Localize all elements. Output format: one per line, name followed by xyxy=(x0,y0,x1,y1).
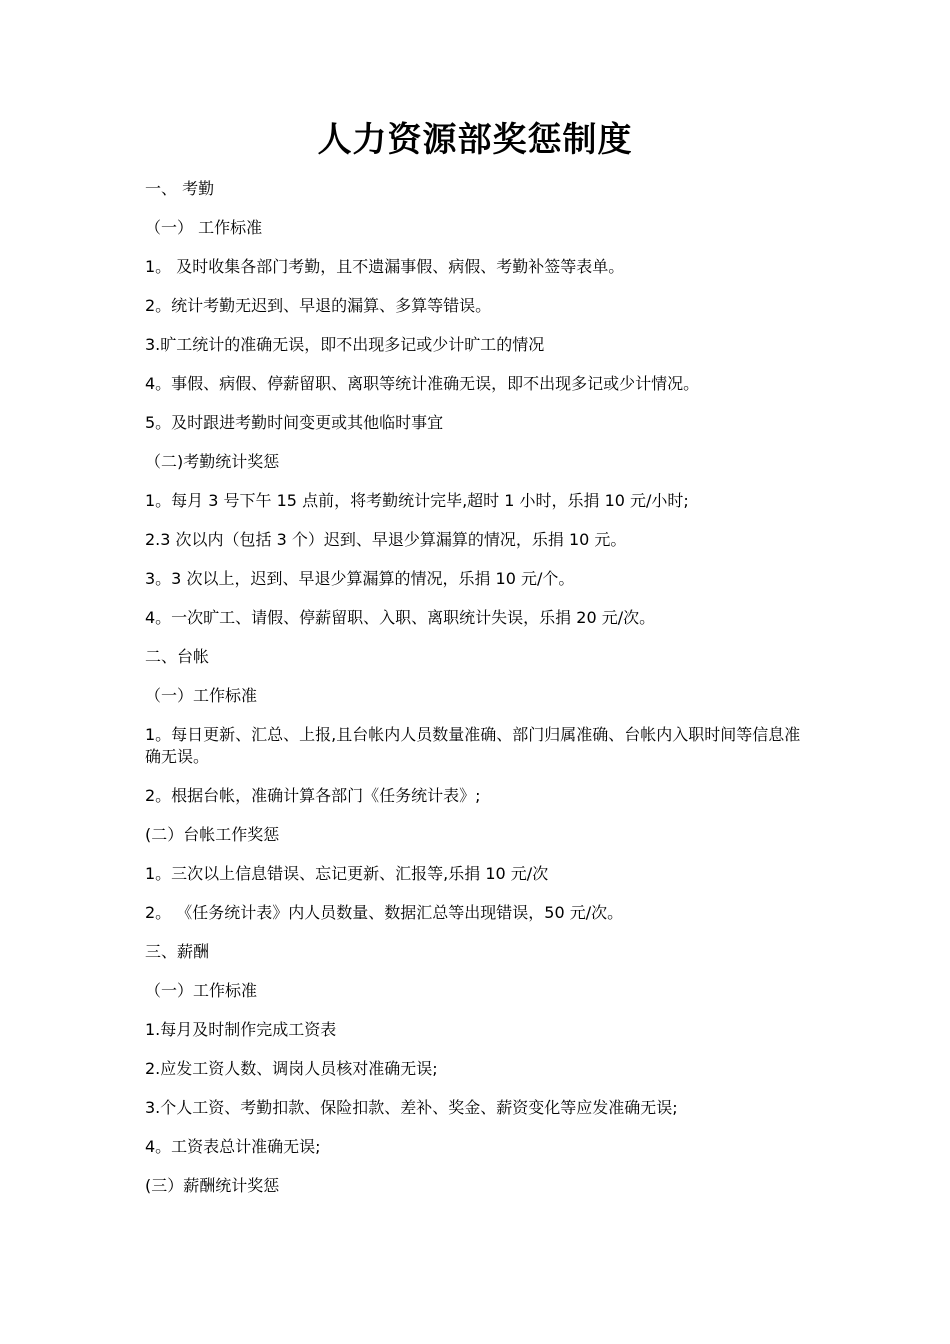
paragraph: 3。3 次以上，迟到、早退少算漏算的情况，乐捐 10 元/个。 xyxy=(145,569,575,588)
paragraph: 4。事假、病假、停薪留职、离职等统计准确无误，即不出现多记或少计情况。 xyxy=(145,374,700,393)
paragraph: 5。及时跟进考勤时间变更或其他临时事宜 xyxy=(145,413,444,432)
paragraph: 1。每日更新、汇总、上报,且台帐内人员数量准确、部门归属准确、台帐内入职时间等信息准确无误。 xyxy=(145,725,801,766)
paragraph: 4。一次旷工、请假、停薪留职、入职、离职统计失误，乐捐 20 元/次。 xyxy=(145,608,656,627)
paragraph: 2。根据台帐，准确计算各部门《任务统计表》; xyxy=(145,786,481,805)
subsection-heading: （一）工作标准 xyxy=(145,686,258,705)
paragraph: 2.3 次以内（包括 3 个）迟到、早退少算漏算的情况，乐捐 10 元。 xyxy=(145,530,627,549)
paragraph: 1.每月及时制作完成工资表 xyxy=(145,1020,337,1039)
subsection-heading: （一） 工作标准 xyxy=(145,218,263,237)
paragraph: 3.旷工统计的准确无误，即不出现多记或少计旷工的情况 xyxy=(145,335,545,354)
paragraph: 2。 《任务统计表》内人员数量、数据汇总等出现错误，50 元/次。 xyxy=(145,903,624,922)
paragraph: 1。三次以上信息错误、忘记更新、汇报等,乐捐 10 元/次 xyxy=(145,864,549,883)
paragraph: 4。工资表总计准确无误; xyxy=(145,1137,321,1156)
paragraph: 1。每月 3 号下午 15 点前，将考勤统计完毕,超时 1 小时，乐捐 10 元/小时; xyxy=(145,491,689,510)
paragraph: 3.个人工资、考勤扣款、保险扣款、差补、奖金、薪资变化等应发准确无误; xyxy=(145,1098,678,1117)
document-title: 人力资源部奖惩制度 xyxy=(317,120,633,160)
paragraph: 2.应发工资人数、调岗人员核对准确无误; xyxy=(145,1059,438,1078)
subsection-heading: (三）薪酬统计奖惩 xyxy=(145,1176,280,1195)
document-body xyxy=(145,178,815,1197)
paragraph: 1。 及时收集各部门考勤，且不遗漏事假、病假、考勤补签等表单。 xyxy=(145,257,625,276)
subsection-heading: (二）台帐工作奖惩 xyxy=(145,825,280,844)
subsection-heading: （一）工作标准 xyxy=(145,981,258,1000)
section-heading: 一、 考勤 xyxy=(145,179,215,198)
section-heading: 三、薪酬 xyxy=(145,942,210,961)
section-heading: 二、台帐 xyxy=(145,647,210,666)
subsection-heading: （二)考勤统计奖惩 xyxy=(145,452,280,471)
paragraph: 2。统计考勤无迟到、早退的漏算、多算等错误。 xyxy=(145,296,492,315)
